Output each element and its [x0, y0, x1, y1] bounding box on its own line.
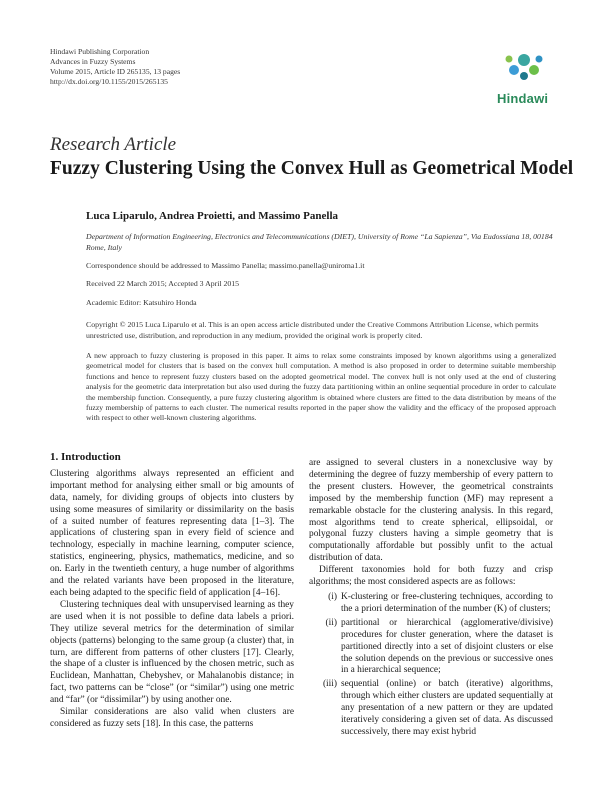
publisher-name: Hindawi Publishing Corporation — [50, 47, 150, 56]
abstract: A new approach to fuzzy clustering is proposed in this paper. It aims to relax some constraints imposed by known algorithms using a generalized geometrical model for clusters that is based on the convex hull computation. A method is also proposed in order to determine suitable membership functions and hence to represent fuzzy clusters based on the adopted geometrical model. The convex hull is not only used at the end of clustering analysis for the geometric data interpretation but also used during the fuzzy data partitioning within an online sequential procedure in order to calculate the membership function. Consequently, a pure fuzzy clustering algorithm is obtained where clusters are fitted to the data distribution by means of the fuzzy membership of patterns to each cluster. The numerical results reported in the paper show the validity and the efficacy of the proposed approach with respect to other well-known clustering algorithms. — [86, 351, 556, 423]
paragraph: Clustering techniques deal with unsupervised learning as they are used when it is not possible to define data labels a priori. They utilize several metrics for the determination of similar objects (patterns) belonging to the same group (a cluster) that, in turn, are different from patterns of other clusters [17]. Clearly, the shape of a cluster is influenced by the chosen metric, such as Euclidean, Manhattan, Chebyshev, or Mahalanobis distance; in fact, two patterns can be “close” (or “similar”) using one metric and “far” (or “dissimilar”) by using another one. — [50, 599, 294, 706]
logo-circle-c — [529, 65, 539, 75]
academic-editor: Academic Editor: Katsuhiro Honda — [86, 298, 197, 307]
masthead — [50, 47, 180, 87]
logo-circle-e — [506, 56, 513, 63]
copyright-notice: Copyright © 2015 Luca Liparulo et al. This is an open access article distributed under the Creative Commons Attribution License, which permits unrestricted use, distribution, and reproduction in any medium, provided the original work is properly cited. — [86, 320, 539, 340]
journal-name: Advances in Fuzzy Systems — [50, 57, 136, 66]
volume-info: Volume 2015, Article ID 265135, 13 pages — [50, 67, 181, 76]
list-item-number: (i) — [328, 591, 337, 602]
right-column — [309, 458, 553, 741]
section-heading: 1. Introduction — [50, 451, 121, 463]
logo-text: Hindawi — [497, 91, 549, 106]
paragraph: Clustering algorithms always represented an efficient and important method for analysing either small or big amounts of data, namely, for dividing groups of objects into clusters by using some measures of similarity or dissimilarity on the basis of a suited number of features representing data [1–3]. The applications of clustering span in every field of science and technology, especially in machine learning, computer science, statistics, engineering, physics, mathematics, medicine, and so on. Early in the twentieth century, a huge number of algorithms and the related variants have been proposed in the literature, each being adapted to the specific field of application [4–16]. — [50, 468, 294, 598]
paragraph: Different taxonomies hold for both fuzzy and crisp algorithms; the most considered aspects are as follows: — [309, 565, 553, 588]
logo-circle-b — [509, 65, 519, 75]
list-item-text: sequential (online) or batch (iterative) algorithms, through which either clusters are updated sequentially at any presentation of a new pattern or they are updated iteratively considering a given set of data. As discussed successively, there may exist hybrid — [341, 679, 553, 737]
received-dates: Received 22 March 2015; Accepted 3 April 2015 — [86, 279, 240, 288]
affiliation: Department of Information Engineering, Electronics and Telecommunications (DIET), University of Rome “La Sapienza”, Via Eudossiana 18, 00184 Rome, Italy — [86, 232, 553, 252]
list-item-text: partitional or hierarchical (agglomerative/divisive) procedures for cluster generation, where the dataset is partitioned directly into a set of disjoint clusters or else the solution depends on the previous or successive ones in a hierarchical sequence; — [341, 617, 553, 676]
paragraph: Similar considerations are also valid when clusters are considered as fuzzy sets [18]. In this case, the patterns — [50, 707, 294, 729]
list-item-text: K-clustering or free-clustering techniques, according to the a priori determination of the number (K) of clusters; — [341, 591, 553, 614]
logo-circle-a — [518, 54, 530, 66]
authors: Luca Liparulo, Andrea Proietti, and Massimo Panella — [86, 210, 338, 222]
paragraph: are assigned to several clusters in a nonexclusive way by determining the degree of fuzzy membership of every pattern to the present clusters. However, the geometrical constraints imposed by the membership function (MF) may represent a remarkable obstacle for the clustering analysis. In this regard, most algorithms tend to create spherical, ellipsoidal, or polygonal fuzzy clusters having a simple geometry that is computationally affordable but possibly unfit to the actual distribution of data. — [309, 458, 553, 564]
logo-circle-d — [520, 72, 528, 80]
paper-title: Fuzzy Clustering Using the Convex Hull as Geometrical Model — [50, 158, 574, 179]
list-item — [309, 618, 553, 678]
taxonomy-list — [309, 592, 553, 739]
list-item-number: (iii) — [322, 679, 337, 690]
list-item — [309, 592, 553, 616]
list-item-number: (ii) — [325, 617, 337, 628]
left-column — [50, 452, 294, 731]
correspondence: Correspondence should be addressed to Massimo Panella; massimo.panella@uniroma1.it — [86, 261, 365, 270]
article-type: Research Article — [50, 134, 177, 155]
logo-circle-f — [536, 56, 543, 63]
doi-link[interactable]: http://dx.doi.org/10.1155/2015/265135 — [50, 77, 168, 86]
list-item — [309, 679, 553, 739]
